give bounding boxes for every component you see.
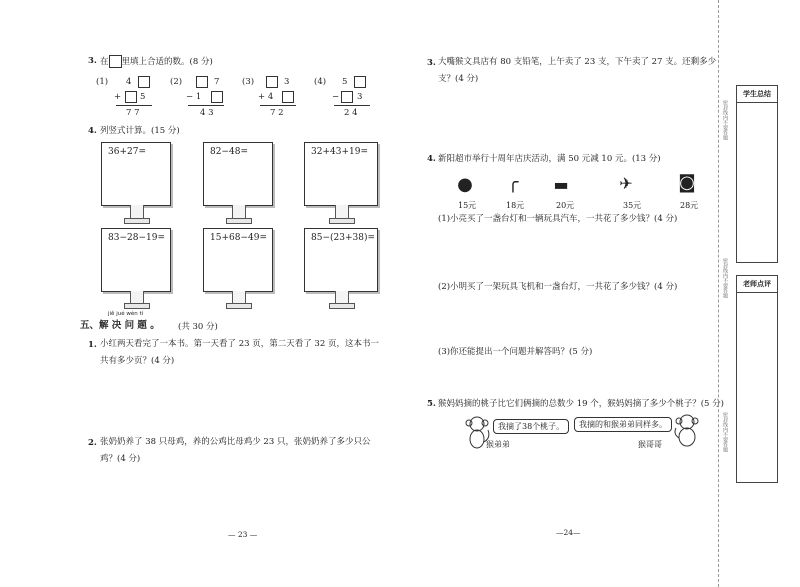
board-foot (124, 303, 150, 309)
board-foot (226, 303, 252, 309)
vert-result: 7 7 (126, 108, 140, 118)
page-number-right: —24— (556, 528, 581, 537)
monkey-icon (672, 412, 702, 448)
answer-box[interactable] (125, 91, 137, 103)
vert-label: (2) (170, 77, 183, 87)
board-foot (329, 218, 355, 224)
answer-box[interactable] (196, 76, 208, 88)
answer-box[interactable] (282, 91, 294, 103)
calc-expression: 32+43+19= (311, 147, 368, 157)
problem-4-text: 新阳超市举行十周年店庆活动，满 50 元减 10 元。(13 分) (438, 154, 661, 164)
item-price: 28元 (680, 201, 699, 210)
item-price: 18元 (506, 201, 525, 210)
vert-top-digit: 4 (126, 77, 132, 87)
backpack-icon: ◙ (678, 172, 696, 193)
calc-expression: 82−48= (210, 147, 248, 157)
calc-expression: 15+68−49= (210, 233, 267, 243)
vert-result: 4 3 (200, 108, 214, 118)
item-price: 15元 (458, 201, 477, 210)
calc-expression: 36+27= (108, 147, 146, 157)
problem-1-number: 1. (88, 340, 97, 350)
answer-box[interactable] (138, 76, 150, 88)
calc-board[interactable] (203, 228, 273, 292)
sum-line (116, 105, 152, 106)
student-summary-title: 学生总结 (737, 86, 777, 103)
problem-2-line-2: 鸡？(4 分) (100, 454, 141, 464)
vert-operator: + (114, 92, 122, 102)
calc-board[interactable] (304, 228, 378, 292)
speech-bubble-2: 我摘的和猴弟弟同样多。 (574, 417, 672, 432)
question-4-number: 4. (88, 126, 97, 136)
answer-box[interactable] (266, 76, 278, 88)
sum-line (260, 105, 296, 106)
problem-3-line-1: 大嘴猴文具店有 80 支铅笔，上午卖了 23 支，下午卖了 27 支。还剩多少 (438, 57, 717, 67)
sum-line (188, 105, 224, 106)
problem-3-number: 3. (427, 58, 436, 68)
problem-1-line-1: 小红两天看完了一本书。第一天看了 23 页，第二天看了 32 页，这本书一 (100, 339, 379, 349)
desk-lamp-icon: ╭ (507, 172, 519, 193)
calc-board[interactable] (304, 142, 378, 206)
seal-note: 密封线内不要答题 (722, 412, 728, 452)
question-4-text: 列竖式计算。(15 分) (100, 126, 180, 136)
teacher-comment-title: 老师点评 (737, 276, 777, 293)
toy-car-icon: ▬ (553, 175, 569, 194)
sum-line (334, 105, 370, 106)
student-summary-panel[interactable] (736, 85, 778, 263)
vert-result: 2 4 (344, 108, 358, 118)
problem-4-number: 4. (427, 154, 436, 164)
page-number-left: — 23 — (228, 530, 258, 539)
vert-operator: − (332, 92, 340, 102)
ball-icon: ● (457, 174, 473, 195)
sub-question-2: (2)小明买了一架玩具飞机和一盏台灯，一共花了多少钱？(4 分) (438, 282, 678, 292)
vertical-problems (96, 76, 396, 121)
vert-top-digit: 3 (284, 77, 290, 87)
vert-bottom-digit: 5 (140, 92, 146, 102)
answer-box[interactable] (211, 91, 223, 103)
monkey-older-brother-icon (672, 412, 702, 448)
vert-operator: + 4 (258, 92, 274, 102)
problem-3-line-2: 支？(4 分) (438, 74, 479, 84)
section-five-points: (共 30 分) (178, 322, 218, 332)
toy-plane-icon: ✈ (619, 174, 633, 193)
answer-box[interactable] (354, 76, 366, 88)
board-foot (329, 303, 355, 309)
problem-1-line-2: 共有多少页？(4 分) (100, 356, 175, 366)
monkey-older-brother-label: 猴哥哥 (638, 440, 662, 449)
calc-board[interactable] (101, 142, 171, 206)
calc-expression: 83−28−19= (108, 233, 165, 243)
vert-top-digit: 5 (342, 77, 348, 87)
problem-3-text (438, 54, 718, 88)
speech-bubble-1: 我摘了38个桃子。 (493, 419, 569, 434)
vert-top-digit: 7 (214, 77, 220, 87)
calc-expression: 85−(23+38)= (311, 233, 376, 243)
vert-label: (1) (96, 77, 109, 87)
monkey-brother-label: 猴弟弟 (486, 440, 510, 449)
board-foot (226, 218, 252, 224)
seal-note: 密封线内不要答题 (722, 258, 728, 298)
vert-bottom-digit: 3 (357, 92, 363, 102)
section-pinyin: jiě jué wèn tí (108, 311, 144, 317)
teacher-comment-panel[interactable] (736, 275, 778, 483)
calc-board[interactable] (101, 228, 171, 292)
seal-note: 密封线内不要答题 (722, 100, 728, 140)
vert-operator: − 1 (186, 92, 202, 102)
question-3-number: 3. (88, 56, 97, 66)
q3-text-b: 里填上合适的数。(8 分) (121, 57, 213, 67)
vert-result: 7 2 (270, 108, 284, 118)
problem-5-text: 猴妈妈摘的桃子比它们俩摘的总数少 19 个，猴妈妈摘了多少个桃子？(5 分) (438, 399, 724, 409)
problem-5-number: 5. (427, 399, 436, 409)
vert-label: (4) (314, 77, 327, 87)
answer-box[interactable] (341, 91, 353, 103)
question-3-text (100, 55, 213, 68)
section-five-title: 五、解 决 问 题 。 (80, 320, 160, 331)
calc-board[interactable] (203, 142, 273, 206)
sub-question-1: (1)小亮买了一盏台灯和一辆玩具汽车，一共花了多少钱？(4 分) (438, 214, 678, 224)
item-price: 35元 (623, 201, 642, 210)
blank-box-icon (109, 55, 122, 68)
problem-2-number: 2. (88, 438, 97, 448)
board-foot (124, 218, 150, 224)
problem-2-text (100, 434, 390, 468)
sub-question-3: (3)你还能提出一个问题并解答吗？(5 分) (438, 347, 593, 357)
problem-2-line-1: 张奶奶养了 38 只母鸡，养的公鸡比母鸡少 23 只，张奶奶养了多少只公 (100, 437, 371, 447)
problem-1-text (100, 336, 390, 370)
q3-text-a: 在 (100, 57, 109, 67)
vert-label: (3) (242, 77, 255, 87)
binding-line (718, 0, 720, 587)
item-price: 20元 (556, 201, 575, 210)
